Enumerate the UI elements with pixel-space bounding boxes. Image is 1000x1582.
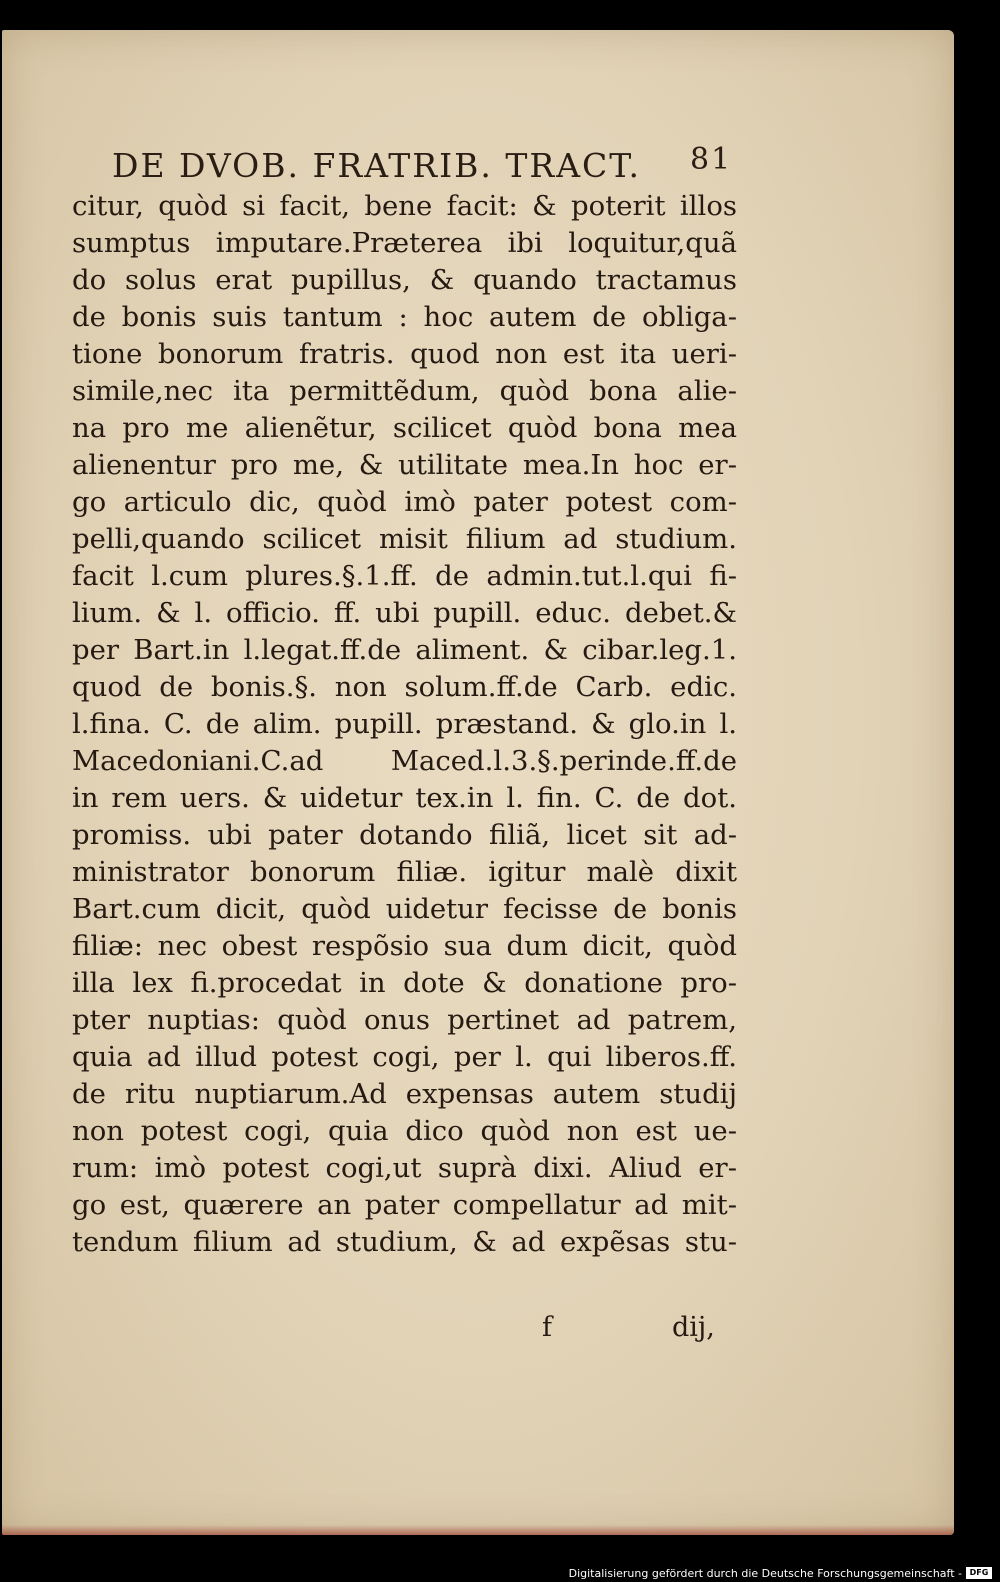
dfg-logo: DFG [966, 1567, 992, 1579]
text-line: l.fina. C. de alim. pupill. præstand. & glo.in l. [72, 708, 737, 740]
running-head [112, 142, 733, 194]
text-line: de bonis suis tantum : hoc autem de obliga- [72, 301, 737, 333]
text-line: tendum filium ad studium, & ad expẽsas stu- [72, 1226, 737, 1258]
text-line: facit l.cum plures.§.1.ff. de admin.tut.l.qui fi- [72, 560, 737, 592]
book-page [2, 30, 954, 1535]
catchword: dij, [672, 1312, 715, 1343]
digitization-credit: Digitalisierung gefördert durch die Deutsche Forschungsgemeinschaft - [568, 1567, 962, 1580]
page-edge [2, 1525, 954, 1535]
text-line: quia ad illud potest cogi, per l. qui liberos.ff. [72, 1041, 737, 1073]
text-line: quod de bonis.§. non solum.ff.de Carb. edic. [72, 671, 737, 703]
text-line: go articulo dic, quòd imò pater potest com- [72, 486, 737, 518]
page-footer [2, 1312, 954, 1352]
text-line: citur, quòd si facit, bene facit: & poterit illos [72, 190, 737, 222]
text-line: non potest cogi, quia dico quòd non est ue- [72, 1115, 737, 1147]
text-line: ministrator bonorum filiæ. igitur malè dixit [72, 856, 737, 888]
running-head-title: DE DVOB. FRATRIB. TRACT. [112, 146, 641, 185]
text-line: na pro me alienẽtur, scilicet quòd bona mea [72, 412, 737, 444]
body-text [72, 188, 737, 1261]
text-line: pter nuptias: quòd onus pertinet ad patrem, [72, 1004, 737, 1036]
text-line: tione bonorum fratris. quod non est ita ueri- [72, 338, 737, 370]
signature-mark: f [542, 1312, 552, 1343]
text-line: Bart.cum dicit, quòd uidetur fecisse de bonis [72, 893, 737, 925]
text-line: de ritu nuptiarum.Ad expensas autem studij [72, 1078, 737, 1110]
text-line: Macedoniani.C.ad Maced.l.3.§.perinde.ff.de [72, 745, 737, 777]
text-line: go est, quærere an pater compellatur ad mit- [72, 1189, 737, 1221]
text-line: alienentur pro me, & utilitate mea.In hoc er- [72, 449, 737, 481]
text-line: do solus erat pupillus, & quando tractamus [72, 264, 737, 296]
text-line: pelli,quando scilicet misit filium ad studium. [72, 523, 737, 555]
text-line: sumptus imputare.Præterea ibi loquitur,quã [72, 227, 737, 259]
text-line: illa lex fi.procedat in dote & donatione pro- [72, 967, 737, 999]
text-line: simile,nec ita permittẽdum, quòd bona alie- [72, 375, 737, 407]
text-line: promiss. ubi pater dotando filiã, licet sit ad- [72, 819, 737, 851]
text-line: in rem uers. & uidetur tex.in l. fin. C. de dot. [72, 782, 737, 814]
text-line: filiæ: nec obest respõsio sua dum dicit, quòd [72, 930, 737, 962]
text-line: rum: imò potest cogi,ut suprà dixi. Aliud er- [72, 1152, 737, 1184]
text-line: per Bart.in l.legat.ff.de aliment. & cibar.leg.1. [72, 634, 737, 666]
page-number: 81 [690, 142, 733, 177]
credit-bar [0, 1564, 1000, 1582]
text-line: lium. & l. officio. ff. ubi pupill. educ. debet.& [72, 597, 737, 629]
